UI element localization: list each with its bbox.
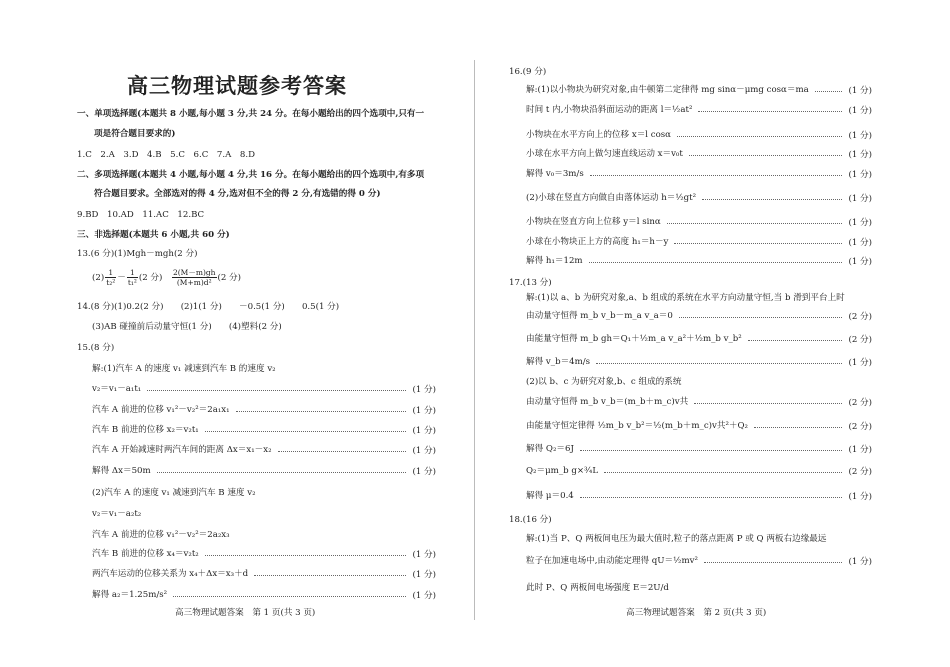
score-label: (1 分) [848, 194, 872, 204]
solution-line [526, 443, 872, 457]
numerator: 1 [127, 268, 138, 278]
score-label: (1 分) [848, 238, 872, 248]
solution-line [526, 104, 872, 118]
solution-text: 小球在水平方向上做匀速直线运动 x＝v₀t [526, 149, 683, 159]
score-label: (2 分) [848, 422, 872, 432]
solution-line [526, 333, 872, 347]
solution-text: 解得 Δx＝50m [92, 466, 151, 476]
leader-dots [754, 427, 842, 428]
solution-text: 汽车 A 前进的位移 v₁²－v₂²＝2a₂x₃ [92, 530, 230, 540]
score-label: (1 分) [412, 385, 436, 395]
solution-line [526, 555, 872, 569]
score-label: (1 分) [848, 257, 872, 267]
fraction [127, 268, 138, 287]
denominator: t₁² [127, 278, 137, 287]
leader-dots [157, 472, 406, 473]
q13-part1: 13.(6 分)(1)Mgh－mgh(2 分) [77, 249, 198, 259]
score-label: (1 分) [412, 406, 436, 416]
q13-part2-suffix: (2 分) [217, 273, 241, 283]
page-footer: 高三物理试题答案 第 2 页(共 3 页) [626, 608, 767, 618]
solution-line [526, 582, 872, 596]
score-label: (2 分) [848, 335, 872, 345]
leader-dots [689, 155, 842, 156]
score-label: (1 分) [412, 426, 436, 436]
solution-text: 时间 t 内,小物块沿斜面运动的距离 l＝½at² [526, 105, 693, 115]
solution-text: 解得 h₁＝12m [526, 256, 583, 266]
leader-dots [589, 262, 842, 263]
fraction [105, 268, 116, 287]
solution-line [526, 465, 872, 479]
solution-line [526, 168, 872, 182]
solution-line [526, 420, 872, 434]
score-label: (1 分) [412, 446, 436, 456]
leader-dots [205, 431, 406, 432]
leader-dots [236, 411, 406, 412]
solution-text: 解得 v_b＝4m/s [526, 357, 591, 367]
score-label: (1 分) [412, 550, 436, 560]
leader-dots [679, 317, 842, 318]
solution-line [526, 192, 872, 206]
solution-text: 汽车 B 前进的位移 x₂＝v₂t₁ [92, 425, 199, 435]
leader-dots [254, 575, 406, 576]
solution-line [526, 376, 872, 390]
leader-dots [702, 199, 842, 200]
section2-heading: 二、多项选择题(本题共 4 小题,每小题 4 分,共 16 分。在每小题给出的四个选项中,有多项 [77, 170, 425, 180]
numerator: 1 [105, 268, 116, 278]
solution-line [526, 396, 872, 410]
section2-heading-cont: 符合题目要求。全部选对的得 4 分,选对但不全的得 2 分,有选错的得 0 分) [94, 189, 381, 199]
leader-dots [580, 497, 842, 498]
solution-text: 解得 v₀＝3m/s [526, 169, 584, 179]
solution-text: 解:(1)当 P、Q 两板间电压为最大值时,粒子的落点距离 P 或 Q 两板右边缘最远 [526, 534, 827, 544]
solution-text: v₂＝v₁－a₁t₁ [92, 384, 142, 394]
q16-heading: 16.(9 分) [509, 67, 547, 77]
solution-text: 此时 P、Q 两板间电场强度 E＝2U/d [526, 583, 669, 593]
section1-heading-cont: 项是符合题目要求的) [94, 129, 176, 139]
leader-dots [278, 451, 406, 452]
leader-dots [147, 390, 406, 391]
q14-part2: (3)AB 碰撞前后动量守恒(1 分) (4)塑料(2 分) [92, 322, 282, 332]
score-label: (1 分) [848, 445, 872, 455]
solution-line [92, 589, 436, 603]
score-label: (1 分) [848, 131, 872, 141]
solution-text: Q₂＝μm_b g×¾L [526, 466, 599, 476]
solution-line [526, 490, 872, 504]
solution-text: (2)以 b、c 为研究对象,b、c 组成的系统 [526, 377, 682, 387]
section2-answers: 9.BD 10.AD 11.AC 12.BC [77, 210, 205, 220]
section1-answers: 1.C 2.A 3.D 4.B 5.C 6.C 7.A 8.D [77, 150, 255, 160]
solution-text: v₂＝v₁－a₂t₂ [92, 509, 142, 519]
leader-dots [580, 450, 842, 451]
solution-line [92, 465, 436, 479]
score-label: (1 分) [412, 467, 436, 477]
score-label: (1 分) [412, 591, 436, 601]
solution-text: 汽车 B 前进的位移 x₄＝v₂t₂ [92, 549, 199, 559]
leader-dots [173, 596, 406, 597]
solution-line [92, 363, 436, 377]
solution-text: 小物块在水平方向上的位移 x＝l cosα [526, 130, 671, 140]
score-label: (2 分) [848, 467, 872, 477]
q14-part1: 14.(8 分)(1)0.2(2 分) (2)1(1 分) －0.5(1 分) 0.5(1 分) [77, 302, 340, 312]
solution-line [526, 292, 872, 306]
numerator: 2(M－m)gh [172, 268, 216, 277]
solution-line [92, 568, 436, 582]
q17-heading: 17.(13 分) [509, 278, 552, 288]
page-title: 高三物理试题参考答案 [127, 73, 347, 98]
solution-text: 两汽车运动的位移关系为 x₄＋Δx＝x₃＋d [92, 569, 249, 579]
leader-dots [677, 136, 842, 137]
leader-dots [698, 111, 842, 112]
score-label: (1 分) [848, 170, 872, 180]
solution-text: 解得 μ＝0.4 [526, 491, 574, 501]
solution-line [92, 487, 436, 501]
solution-text: 由动量守恒得 m_b v_b＝(m_b＋m_c)v共 [526, 397, 689, 407]
solution-line [92, 444, 436, 458]
denominator: t₂² [106, 278, 116, 287]
solution-text: 由动量守恒得 m_b v_b－m_a v_a＝0 [526, 311, 673, 321]
leader-dots [604, 472, 842, 473]
minus-sign: － [117, 273, 126, 283]
q13-part2-mid: (2 分) [138, 273, 171, 283]
solution-line [526, 310, 872, 324]
solution-line [92, 424, 436, 438]
leader-dots [704, 562, 842, 563]
section3-heading: 三、非选择题(本题共 6 小题,共 60 分) [77, 230, 230, 240]
solution-line [526, 129, 872, 143]
leader-dots [674, 243, 842, 244]
solution-text: 解:(1)汽车 A 的速度 v₁ 减速到汽车 B 的速度 v₂ [92, 364, 276, 374]
solution-text: (2)小球在竖直方向做自由落体运动 h＝½gt² [526, 193, 697, 203]
solution-line [92, 383, 436, 397]
section1-heading: 一、单项选择题(本题共 8 小题,每小题 3 分,共 24 分。在每小题给出的四个选项中,只有一 [77, 109, 425, 119]
solution-line [92, 508, 436, 522]
answer-page-1 [0, 0, 474, 667]
solution-text: 小物块在竖直方向上位移 y＝l sinα [526, 217, 661, 227]
leader-dots [205, 555, 406, 556]
leader-dots [815, 91, 842, 92]
solution-line [92, 529, 436, 543]
q18-heading: 18.(16 分) [509, 515, 552, 525]
score-label: (1 分) [848, 106, 872, 116]
solution-text: 由能量守恒定律得 ½m_b v_b²＝½(m_b＋m_c)v共²＋Q₂ [526, 421, 748, 431]
score-label: (1 分) [848, 358, 872, 368]
fraction [172, 268, 217, 287]
leader-dots [694, 403, 842, 404]
solution-line [526, 255, 872, 269]
solution-line [526, 356, 872, 370]
q15-heading: 15.(8 分) [77, 343, 115, 353]
solution-line [526, 533, 872, 547]
solution-text: 解:(1)以小物块为研究对象,由牛顿第二定律得 mg sinα－μmg cosα＝ma [526, 85, 809, 95]
score-label: (1 分) [848, 150, 872, 160]
leader-dots [596, 363, 842, 364]
score-label: (2 分) [848, 398, 872, 408]
solution-text: 汽车 A 前进的位移 v₁²－v₂²＝2a₁x₁ [92, 405, 230, 415]
solution-text: 粒子在加速电场中,由动能定理得 qU＝½mv² [526, 556, 698, 566]
score-label: (1 分) [848, 218, 872, 228]
q13-part2-prefix: (2) [92, 273, 105, 283]
solution-line [526, 148, 872, 162]
solution-text: 解得 Q₂＝6J [526, 444, 574, 454]
solution-line [92, 404, 436, 418]
solution-text: 解:(1)以 a、b 为研究对象,a、b 组成的系统在水平方向动量守恒,当 b 滑到平台上时 [526, 293, 845, 303]
score-label: (1 分) [848, 86, 872, 96]
score-label: (2 分) [848, 312, 872, 322]
page-divider [474, 60, 475, 620]
leader-dots [590, 175, 842, 176]
solution-text: (2)汽车 A 的速度 v₁ 减速到汽车 B 速度 v₂ [92, 488, 256, 498]
leader-dots [667, 223, 842, 224]
q13-part2 [92, 267, 241, 289]
score-label: (1 分) [848, 492, 872, 502]
solution-text: 小球在小物块正上方的高度 h₁＝h－y [526, 237, 669, 247]
solution-line [526, 236, 872, 250]
solution-line [526, 84, 872, 98]
score-label: (1 分) [412, 570, 436, 580]
solution-line [92, 548, 436, 562]
solution-line [526, 216, 872, 230]
score-label: (1 分) [848, 557, 872, 567]
solution-text: 解得 a₂＝1.25m/s² [92, 590, 168, 600]
leader-dots [748, 340, 842, 341]
solution-text: 由能量守恒得 m_b gh＝Q₁＋½m_a v_a²＋½m_b v_b² [526, 334, 742, 344]
page-footer: 高三物理试题答案 第 1 页(共 3 页) [175, 608, 316, 618]
answer-page-2 [476, 0, 950, 667]
solution-text: 汽车 A 开始减速时两汽车间的距离 Δx＝x₁－x₂ [92, 445, 272, 455]
denominator: (M+m)d² [176, 278, 212, 287]
